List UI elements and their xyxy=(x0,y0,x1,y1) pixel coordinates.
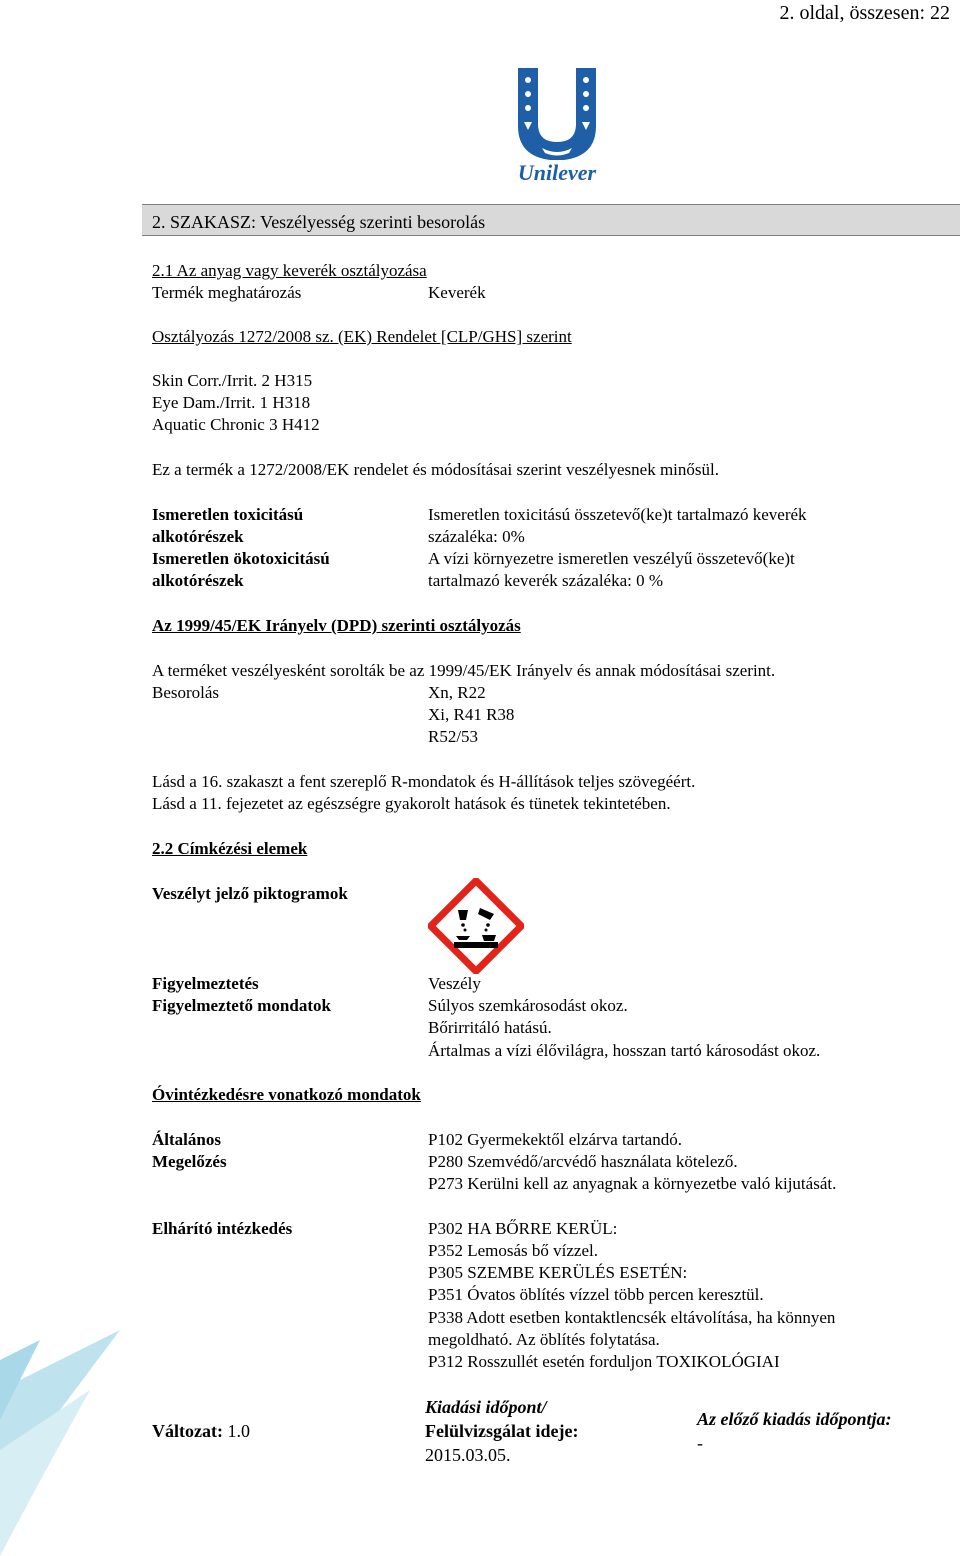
issue-date-value: 2015.03.05. xyxy=(425,1445,511,1465)
response-line: P352 Lemosás bő vízzel. xyxy=(428,1241,598,1260)
prevention-line: P102 Gyermekektől elzárva tartandó. xyxy=(428,1130,682,1149)
unknown-toxicity-value: százaléka: 0% xyxy=(428,527,525,546)
dpd-label: Besorolás xyxy=(152,683,220,702)
version-value: 1.0 xyxy=(227,1421,250,1441)
response-line: P338 Adott esetben kontaktlencsék eltávolítása, ha könnyen xyxy=(428,1308,836,1327)
signal-word-value: Veszély xyxy=(428,974,481,993)
hazard-statement: Ez a termék a 1272/2008/EK rendelet és módosításai szerint veszélyesnek minősül. xyxy=(152,460,719,479)
classification-line: Skin Corr./Irrit. 2 H315 xyxy=(152,371,313,390)
issue-date-label: Felülvizsgálat ideje: xyxy=(425,1421,579,1441)
classification-line: Aquatic Chronic 3 H412 xyxy=(152,415,320,434)
section-title: 2. SZAKASZ: Veszélyesség szerinti besorolás xyxy=(152,212,486,232)
dpd-value: R52/53 xyxy=(428,727,479,746)
product-label: Termék meghatározás xyxy=(152,283,302,302)
prevention-line: P280 Szemvédő/arcvédő használata kötelező. xyxy=(428,1152,738,1171)
unknown-ecotoxicity-value: A vízi környezetre ismeretlen veszélyű összetevő(ke)t xyxy=(428,549,795,568)
dpd-value: Xi, R41 R38 xyxy=(428,705,515,724)
heading-2-1: 2.1 Az anyag vagy keverék osztályozása xyxy=(152,261,427,280)
unilever-logo xyxy=(502,64,612,184)
response-line: P305 SZEMBE KERÜLÉS ESETÉN: xyxy=(428,1263,688,1282)
unknown-ecotoxicity-label: Ismeretlen ökotoxicitású xyxy=(152,549,330,568)
unknown-ecotoxicity-value: tartalmazó keverék százaléka: 0 % xyxy=(428,571,664,590)
page-number: 2. oldal, összesen: 22 xyxy=(779,2,950,24)
hazard-statements-label: Figyelmeztető mondatok xyxy=(152,996,331,1015)
previous-issue-label: Az előző kiadás időpontja: xyxy=(697,1409,892,1429)
unknown-toxicity-value: Ismeretlen toxicitású összetevő(ke)t tartalmazó keverék xyxy=(428,505,807,524)
signal-word-label: Figyelmeztetés xyxy=(152,974,259,993)
product-value: Keverék xyxy=(428,283,486,302)
dpd-heading: Az 1999/45/EK Irányelv (DPD) szerinti osztályozás xyxy=(152,616,521,635)
response-line: P312 Rosszullét esetén forduljon TOXIKOLÓGIAI xyxy=(428,1352,780,1371)
footer-decoration xyxy=(0,1330,140,1556)
precaution-heading: Óvintézkedésre vonatkozó mondatok xyxy=(152,1085,421,1104)
previous-issue-value: - xyxy=(697,1433,703,1453)
see-section-16: Lásd a 16. szakaszt a fent szereplő R-mondatok és H-állítások teljes szövegéért. xyxy=(152,772,696,791)
general-label: Általános xyxy=(152,1130,221,1149)
prevention-line: P273 Kerülni kell az anyagnak a környezetbe való kijutását. xyxy=(428,1174,837,1193)
response-line: megoldható. Az öblítés folytatása. xyxy=(428,1330,660,1349)
svg-text:Unilever: Unilever xyxy=(517,160,597,184)
clp-heading: Osztályozás 1272/2008 sz. (EK) Rendelet [CLP/GHS] szerint xyxy=(152,327,572,346)
corrosion-pictogram-icon xyxy=(428,878,524,974)
prevention-label: Megelőzés xyxy=(152,1152,227,1171)
response-label: Elhárító intézkedés xyxy=(152,1219,293,1238)
unknown-toxicity-label: alkotórészek xyxy=(152,527,244,546)
classification-line: Eye Dam./Irrit. 1 H318 xyxy=(152,393,311,412)
version-field xyxy=(152,1420,250,1442)
pictogram-heading: Veszélyt jelző piktogramok xyxy=(152,884,348,903)
dpd-value: Xn, R22 xyxy=(428,683,486,702)
heading-2-2: 2.2 Címkézési elemek xyxy=(152,839,308,858)
response-line: P302 HA BŐRRE KERÜL: xyxy=(428,1219,618,1238)
response-line: P351 Óvatos öblítés vízzel több percen keresztül. xyxy=(428,1285,764,1304)
hazard-statement-line: Ártalmas a vízi élővilágra, hosszan tartó károsodást okoz. xyxy=(428,1041,821,1060)
hazard-statement-line: Bőrirritáló hatású. xyxy=(428,1018,552,1037)
unknown-ecotoxicity-label: alkotórészek xyxy=(152,571,244,590)
version-label: Változat: xyxy=(152,1421,223,1441)
dpd-statement: A terméket veszélyesként sorolták be az 1999/45/EK Irányelv és annak módosításai szerint. xyxy=(152,661,776,680)
issue-date-label: Kiadási időpont/ xyxy=(425,1397,547,1417)
unknown-toxicity-label: Ismeretlen toxicitású xyxy=(152,505,304,524)
hazard-statement-line: Súlyos szemkárosodást okoz. xyxy=(428,996,628,1015)
see-section-11: Lásd a 11. fejezetet az egészségre gyakorolt hatások és tünetek tekintetében. xyxy=(152,794,671,813)
